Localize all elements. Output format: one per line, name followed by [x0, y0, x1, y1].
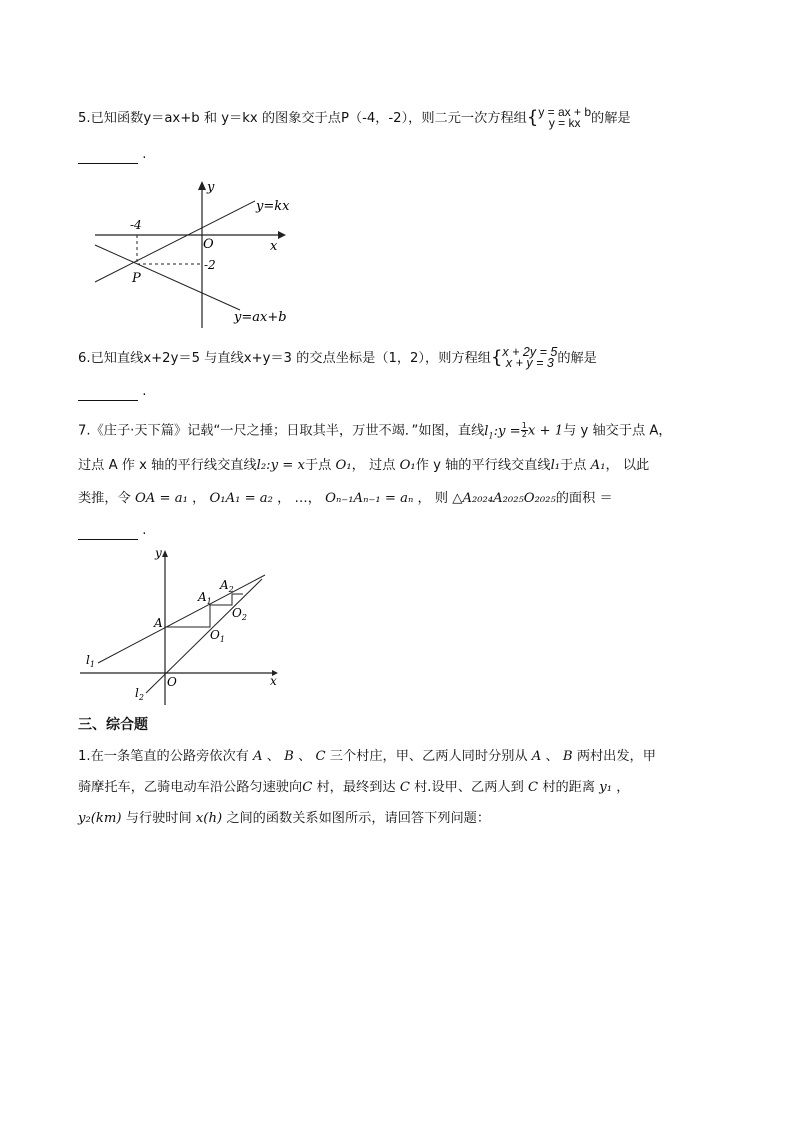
- s3-text-1a: 1.在一条笔直的公路旁依次有: [78, 749, 249, 764]
- village-a: A: [531, 749, 542, 764]
- q6-answer-line: [78, 383, 146, 401]
- l2-label: $l_2$: [135, 686, 144, 702]
- a2-label: $A_2$: [220, 578, 234, 594]
- q5-answer-line: [78, 146, 146, 164]
- q6-text: [78, 347, 597, 369]
- brace-icon: {: [526, 107, 539, 128]
- q7-o1: O₁: [335, 458, 352, 473]
- q5-stem: 5.已知函数y＝ax+b 和 y＝kx 的图象交于点P（-4，-2），则二元一次方程组: [78, 111, 527, 126]
- var-x: x(h): [195, 811, 223, 826]
- a1-label: $A_1$: [198, 590, 212, 606]
- s3-text-3b: 之间的函数关系如图所示，请回答下列问题：: [226, 811, 491, 826]
- q7-area-label: 的面积 ＝: [555, 491, 613, 506]
- brace-icon: {: [490, 347, 503, 368]
- q5-equation-system: y = ax + b y = kx: [538, 105, 592, 130]
- q7-l1: l₁: [550, 458, 561, 473]
- village-c: C: [302, 780, 313, 795]
- var-y2: y₂(km): [78, 811, 122, 826]
- y-axis-arrow-icon: [162, 550, 168, 557]
- a-label: A: [154, 616, 163, 630]
- x-label: x: [270, 674, 277, 688]
- q5-stem-end: 的解是: [591, 111, 631, 126]
- q7-l2-formula: l₂:y = x: [256, 458, 305, 473]
- y-label: y: [207, 180, 215, 195]
- sep: 、: [298, 749, 312, 764]
- tick-y-label: -2: [204, 258, 216, 272]
- q5-figure: [90, 178, 310, 330]
- answer-blank[interactable]: [78, 149, 138, 164]
- y-axis-arrow-icon: [198, 181, 206, 190]
- village-b: B: [562, 749, 573, 764]
- q7-line1: [78, 422, 672, 445]
- s3-q1-line1: [78, 748, 656, 766]
- sep: 、: [266, 749, 280, 764]
- origin-label: O: [167, 675, 177, 689]
- village-c: C: [315, 749, 326, 764]
- s3-text-1c: 两村出发，甲: [576, 749, 656, 764]
- var-y1: y₁: [599, 780, 613, 795]
- s3-q1-line2: [78, 779, 629, 797]
- x-axis-arrow-icon: [278, 231, 286, 239]
- y-label: y: [155, 546, 162, 560]
- q7-l1-rest: x + 1: [527, 423, 564, 439]
- q7-stem-3a: 类推，令: [78, 491, 131, 506]
- q6-equation-system: x + 2y = 5 x + y = 3: [502, 345, 558, 370]
- line2-label: y=ax+b: [234, 310, 287, 325]
- q7-triangle: △A₂₀₂₄A₂₀₂₅O₂₀₂₅: [452, 491, 556, 506]
- q6-stem-end: 的解是: [557, 351, 597, 366]
- q7-stem-1b: 与 y 轴交于点 A，: [563, 423, 672, 439]
- s3-text-1b: 三个村庄，甲、乙两人同时分别从: [329, 749, 528, 764]
- o2-label: $O_2$: [232, 606, 247, 622]
- sep: 、: [545, 749, 559, 764]
- q7-o1a1-eq: O₁A₁ = a₂: [209, 491, 273, 506]
- period: .: [142, 523, 147, 538]
- s3-text-2c: 村.设甲、乙两人到: [414, 780, 524, 795]
- q7-stem-1: 7.《庄子·天下篇》记载“一尺之捶；日取其半，万世不竭．”如图，直线: [78, 423, 485, 439]
- period: .: [142, 384, 147, 399]
- sep: ，: [616, 780, 630, 795]
- village-b: B: [284, 749, 294, 764]
- origin-label: O: [203, 237, 214, 252]
- tick-x-label: -4: [130, 218, 142, 232]
- q5-text: [78, 107, 631, 129]
- q7-line2: [78, 457, 649, 475]
- village-a: A: [253, 749, 263, 764]
- answer-blank[interactable]: [78, 525, 138, 540]
- point-p-label: P: [132, 271, 141, 286]
- answer-blank[interactable]: [78, 386, 138, 401]
- q7-oa-eq: OA = a₁: [134, 491, 188, 506]
- q7-stem-2b: 于点: [304, 458, 332, 473]
- q7-then: ， 则: [417, 491, 449, 506]
- q7-stem-2a: 过点 A 作 x 轴的平行线交直线: [78, 458, 257, 473]
- s3-text-3a: 与行驶时间: [125, 811, 192, 826]
- s3-q1-line3: [78, 810, 490, 828]
- village-c: C: [528, 780, 539, 795]
- s3-text-2b: 村，最终到达: [316, 780, 396, 795]
- q7-figure: [80, 545, 295, 710]
- x-label: x: [270, 239, 278, 254]
- s3-text-2a: 骑摩托车，乙骑电动车沿公路匀速驶向: [78, 780, 303, 795]
- q7-o1b: O₁: [399, 458, 416, 473]
- fraction-half: $\frac{1}{2}$: [521, 421, 527, 439]
- q7-l1-formula: $l_1:y$ =: [484, 423, 521, 441]
- line-y-ax-b: [95, 245, 240, 310]
- l1-label: $l_1$: [86, 653, 95, 669]
- q7-ellipsis: ， …，: [277, 491, 321, 506]
- q7-comma: ，: [192, 491, 206, 506]
- q7-stem-2c: ， 过点: [351, 458, 396, 473]
- q7-general-eq: Oₙ₋₁Aₙ₋₁ = aₙ: [325, 491, 414, 506]
- line1-label: y=kx: [256, 199, 290, 214]
- line-y-kx: [95, 201, 255, 282]
- q7-a1: A₁: [590, 458, 606, 473]
- section-heading: 三、综合题: [78, 717, 148, 733]
- period: .: [142, 147, 147, 162]
- q7-stem-2d: 作 y 轴的平行线交直线: [415, 458, 551, 473]
- q7-line3: [78, 490, 613, 508]
- s3-text-2d: 村的距离: [542, 780, 596, 795]
- village-c: C: [399, 780, 410, 795]
- q7-stem-2f: ， 以此: [605, 458, 650, 473]
- q7-stem-2e: 于点: [560, 458, 587, 473]
- q6-stem: 6.已知直线x+2y＝5 与直线x+y＝3 的交点坐标是（1，2），则方程组: [78, 351, 491, 366]
- o1-label: $O_1$: [210, 628, 225, 644]
- q7-answer-line: [78, 522, 146, 540]
